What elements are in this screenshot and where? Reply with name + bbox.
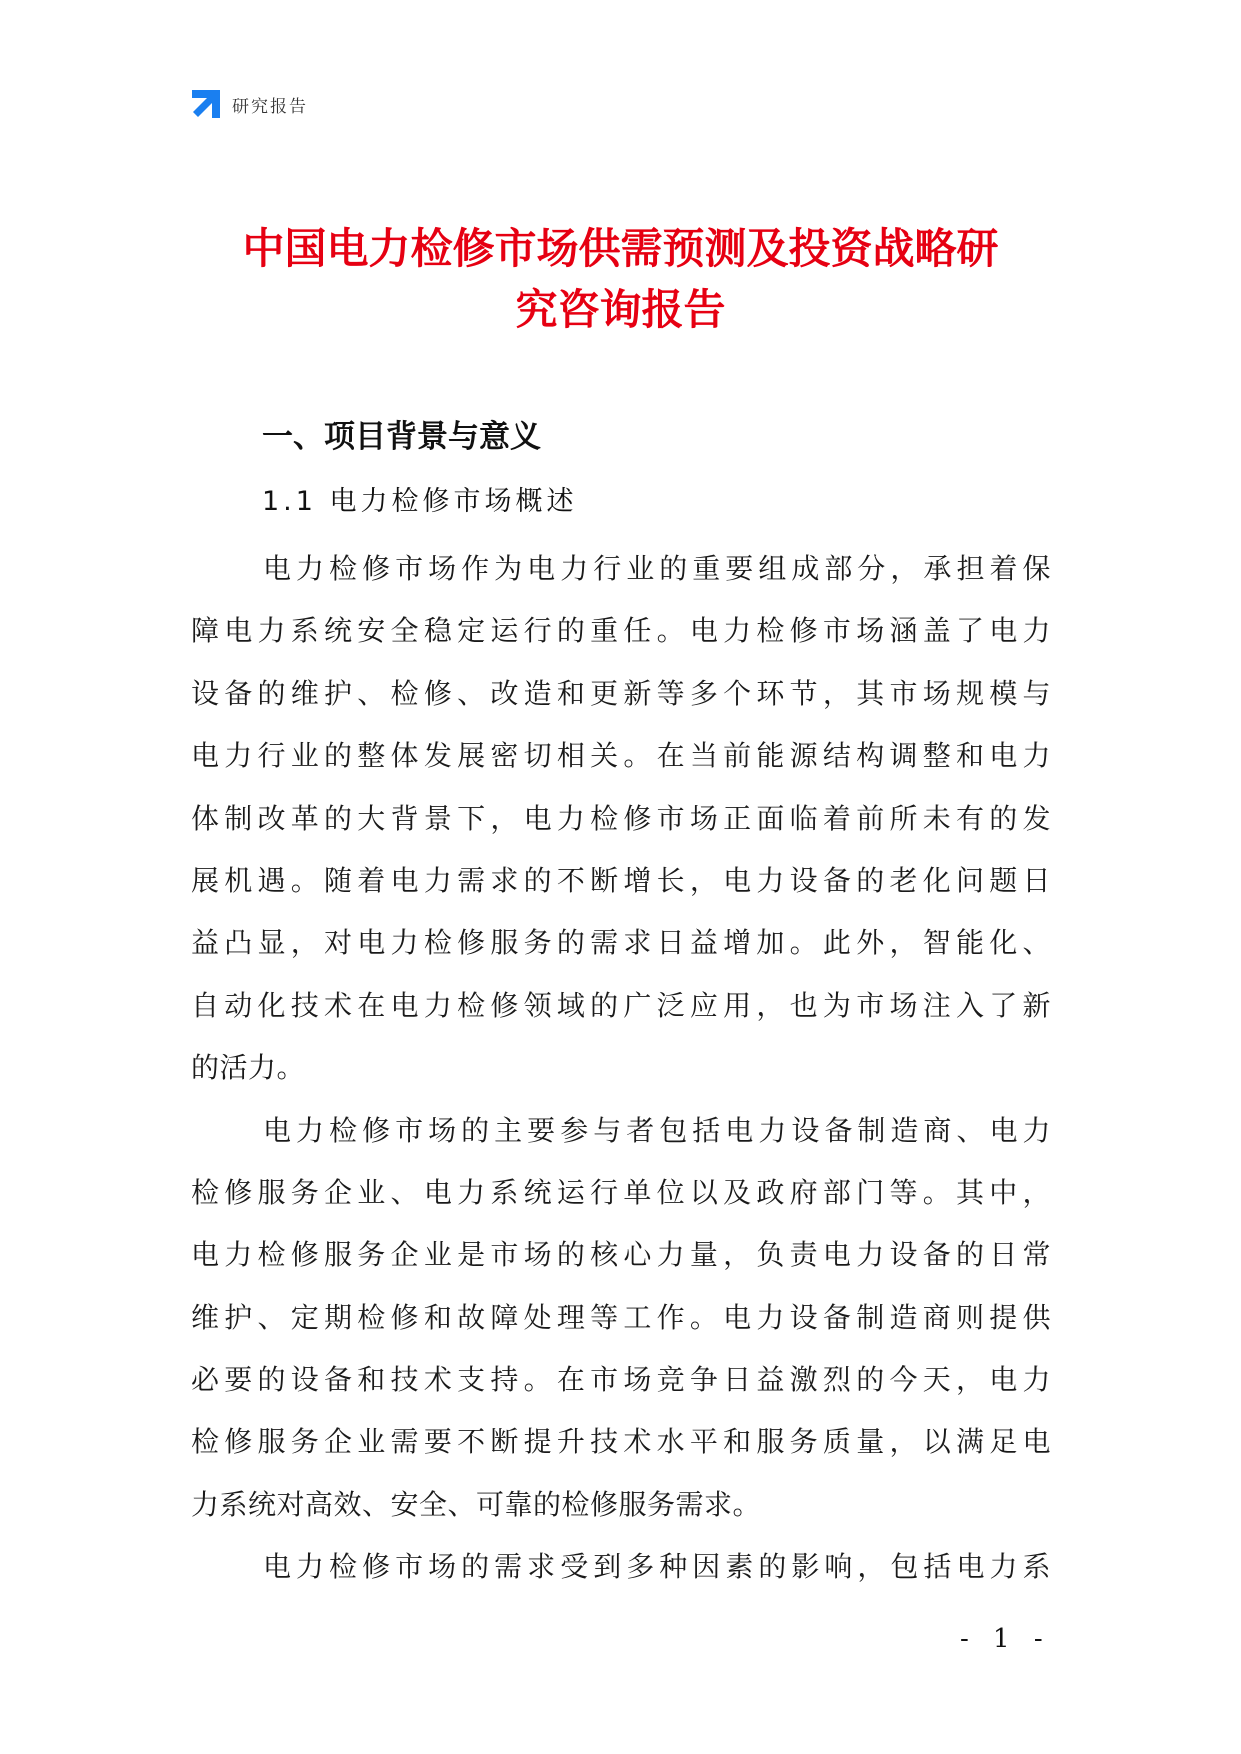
text-line: 电力检修服务企业是市场的核心力量，负责电力设备的日常 bbox=[191, 1238, 1051, 1272]
text-line: 电力检修市场的主要参与者包括电力设备制造商、电力 bbox=[263, 1113, 1051, 1147]
report-header bbox=[190, 88, 308, 120]
paragraph-2 bbox=[191, 1100, 1051, 1537]
paragraph-3 bbox=[191, 1536, 1051, 1598]
subsection-heading: 1.1 电力检修市场概述 bbox=[262, 486, 578, 517]
body-text bbox=[191, 538, 1051, 1599]
title-line-1: 中国电力检修市场供需预测及投资战略研 bbox=[242, 224, 999, 273]
page-number: - 1 - bbox=[960, 1624, 1051, 1654]
text-line: 设备的维护、检修、改造和更新等多个环节，其市场规模与 bbox=[191, 676, 1051, 710]
text-line: 益凸显，对电力检修服务的需求日益增加。此外，智能化、 bbox=[191, 926, 1051, 960]
header-label: 研究报告 bbox=[232, 96, 308, 117]
text-line: 检修服务企业需要不断提升技术水平和服务质量，以满足电 bbox=[191, 1425, 1051, 1459]
text-line: 自动化技术在电力检修领域的广泛应用，也为市场注入了新 bbox=[191, 988, 1051, 1022]
text-line: 展机遇。随着电力需求的不断增长，电力设备的老化问题日 bbox=[191, 863, 1051, 897]
text-line: 必要的设备和技术支持。在市场竞争日益激烈的今天，电力 bbox=[191, 1363, 1051, 1397]
document-title bbox=[150, 218, 1091, 340]
text-line: 体制改革的大背景下，电力检修市场正面临着前所未有的发 bbox=[191, 801, 1051, 835]
text-line: 检修服务企业、电力系统运行单位以及政府部门等。其中， bbox=[191, 1175, 1051, 1209]
title-line-2: 究咨询报告 bbox=[515, 285, 726, 334]
text-line: 的活力。 bbox=[191, 1051, 306, 1085]
text-line: 维护、定期检修和故障处理等工作。电力设备制造商则提供 bbox=[191, 1300, 1051, 1334]
arrow-logo-icon bbox=[190, 88, 222, 120]
section-heading: 一、项目背景与意义 bbox=[262, 419, 541, 455]
paragraph-1 bbox=[191, 538, 1051, 1100]
text-line: 障电力系统安全稳定运行的重任。电力检修市场涵盖了电力 bbox=[191, 614, 1051, 648]
text-line: 电力行业的整体发展密切相关。在当前能源结构调整和电力 bbox=[191, 739, 1051, 773]
text-line: 力系统对高效、安全、可靠的检修服务需求。 bbox=[191, 1487, 762, 1521]
text-line: 电力检修市场作为电力行业的重要组成部分，承担着保 bbox=[263, 552, 1051, 585]
text-line: 电力检修市场的需求受到多种因素的影响，包括电力系 bbox=[263, 1550, 1051, 1584]
